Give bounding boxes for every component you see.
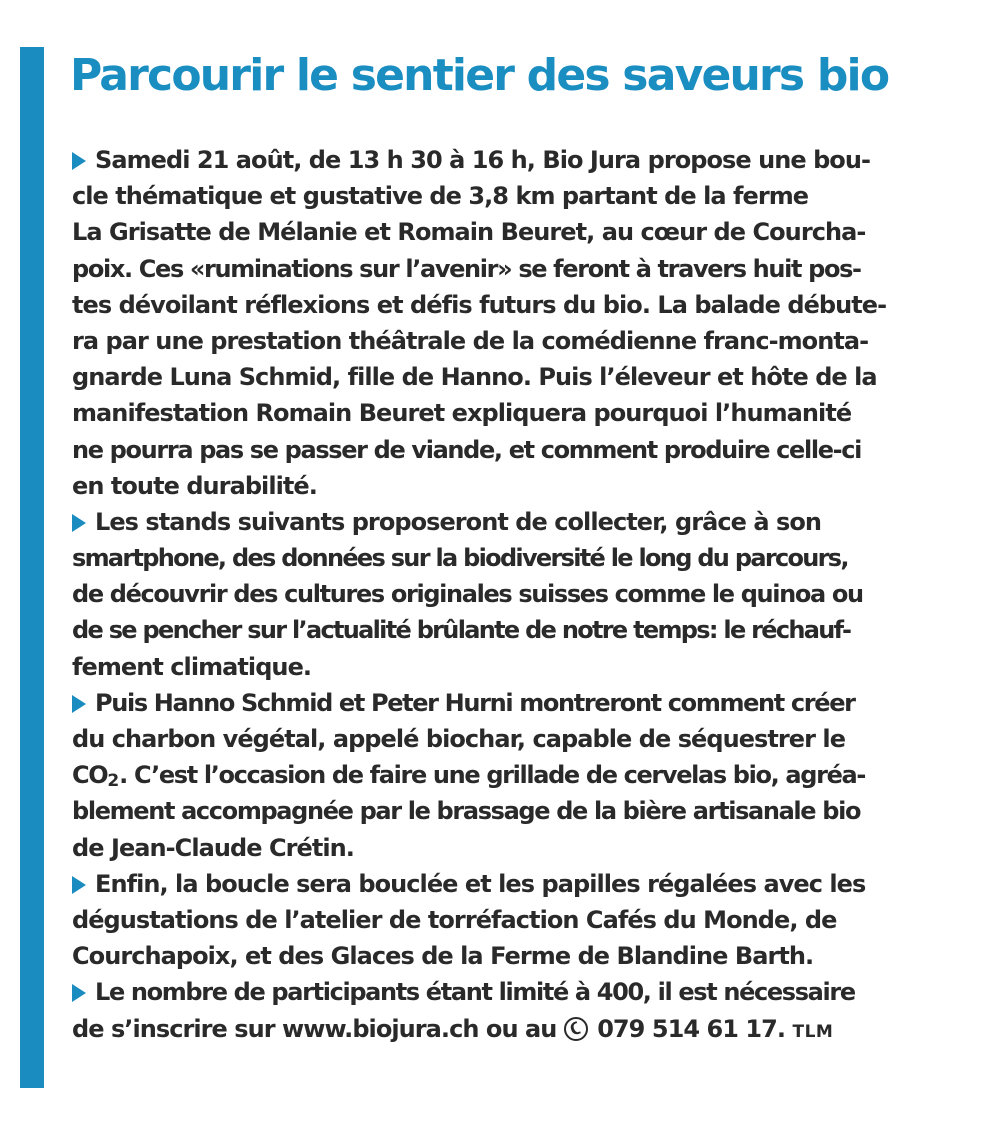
text-line: Courchapoix, et des Glaces de la Ferme de Blandine Barth.: [72, 942, 814, 971]
text-line-contact: [72, 1011, 942, 1047]
text-line: Samedi 21 août, de 13 h 30 à 16 h, Bio Jura propose une bou-: [72, 142, 942, 178]
bullet-triangle-icon: [72, 152, 86, 170]
text-line: du charbon végétal, appelé biochar, capable de séquestrer le: [72, 725, 846, 753]
text-line: de découvrir des cultures originales suisses comme le quinoa ou: [72, 580, 863, 609]
text-line: Puis Hanno Schmid et Peter Hurni montreront comment créer: [72, 685, 942, 721]
bullet-triangle-icon: [72, 695, 86, 713]
text-line: fement climatique.: [72, 652, 312, 681]
text-line-co2: CO2. C’est l’occasion de faire une grillade de cervelas bio, agréa-: [72, 761, 865, 792]
bullet-triangle-icon: [72, 984, 86, 1002]
text-line: manifestation Romain Beuret expliquera pourquoi l’humanité: [72, 399, 852, 428]
paragraph-3: [72, 685, 942, 866]
paragraph-5: [72, 974, 942, 1046]
text-line: gnarde Luna Schmid, fille de Hanno. Puis l’éleveur et hôte de la: [72, 363, 877, 392]
paragraph-1: [72, 142, 942, 504]
text-line: dégustations de l’atelier de torréfaction Cafés du Monde, de: [72, 905, 837, 934]
registration-text: de s’inscrire sur www.biojura.ch ou au: [72, 1014, 557, 1043]
paragraph-2: [72, 504, 942, 685]
text-line: ra par une prestation théâtrale de la comédienne franc-monta-: [72, 326, 869, 355]
text-line: Enfin, la boucle sera bouclée et les papilles régalées avec les: [72, 866, 942, 902]
bullet-triangle-icon: [72, 514, 86, 532]
text-line: smartphone, des données sur la biodiversité le long du parcours,: [72, 544, 848, 573]
text-line: ne pourra pas se passer de viande, et comment produire celle-ci: [72, 435, 862, 464]
bullet-triangle-icon: [72, 876, 86, 894]
text-line: La Grisatte de Mélanie et Romain Beuret, au cœur de Courcha-: [72, 218, 866, 247]
text-line: poix. Ces «ruminations sur l’avenir» se feront à travers huit pos-: [72, 254, 861, 283]
article-body: [72, 142, 942, 1047]
text-line: de se pencher sur l’actualité brûlante de notre temps: le réchauf-: [72, 616, 851, 645]
accent-bar: [20, 47, 44, 1088]
author-signature: TLM: [792, 1021, 834, 1042]
text-line: Le nombre de participants étant limité à 400, il est nécessaire: [72, 974, 942, 1010]
text-line: Les stands suivants proposeront de collecter, grâce à son: [72, 504, 942, 540]
paragraph-4: [72, 866, 942, 975]
phone-number: 079 514 61 17.: [597, 1014, 786, 1043]
phone-icon: [564, 1017, 588, 1041]
text-line: en toute durabilité.: [72, 471, 317, 500]
article-title: Parcourir le sentier des saveurs bio: [70, 50, 889, 101]
text-line: blement accompagnée par le brassage de la bière artisanale bio: [72, 797, 861, 826]
text-line: de Jean-Claude Crétin.: [72, 833, 354, 862]
text-line: tes dévoilant réflexions et défis futurs du bio. La balade débute-: [72, 290, 887, 319]
text-line: cle thématique et gustative de 3,8 km partant de la ferme: [72, 182, 809, 211]
